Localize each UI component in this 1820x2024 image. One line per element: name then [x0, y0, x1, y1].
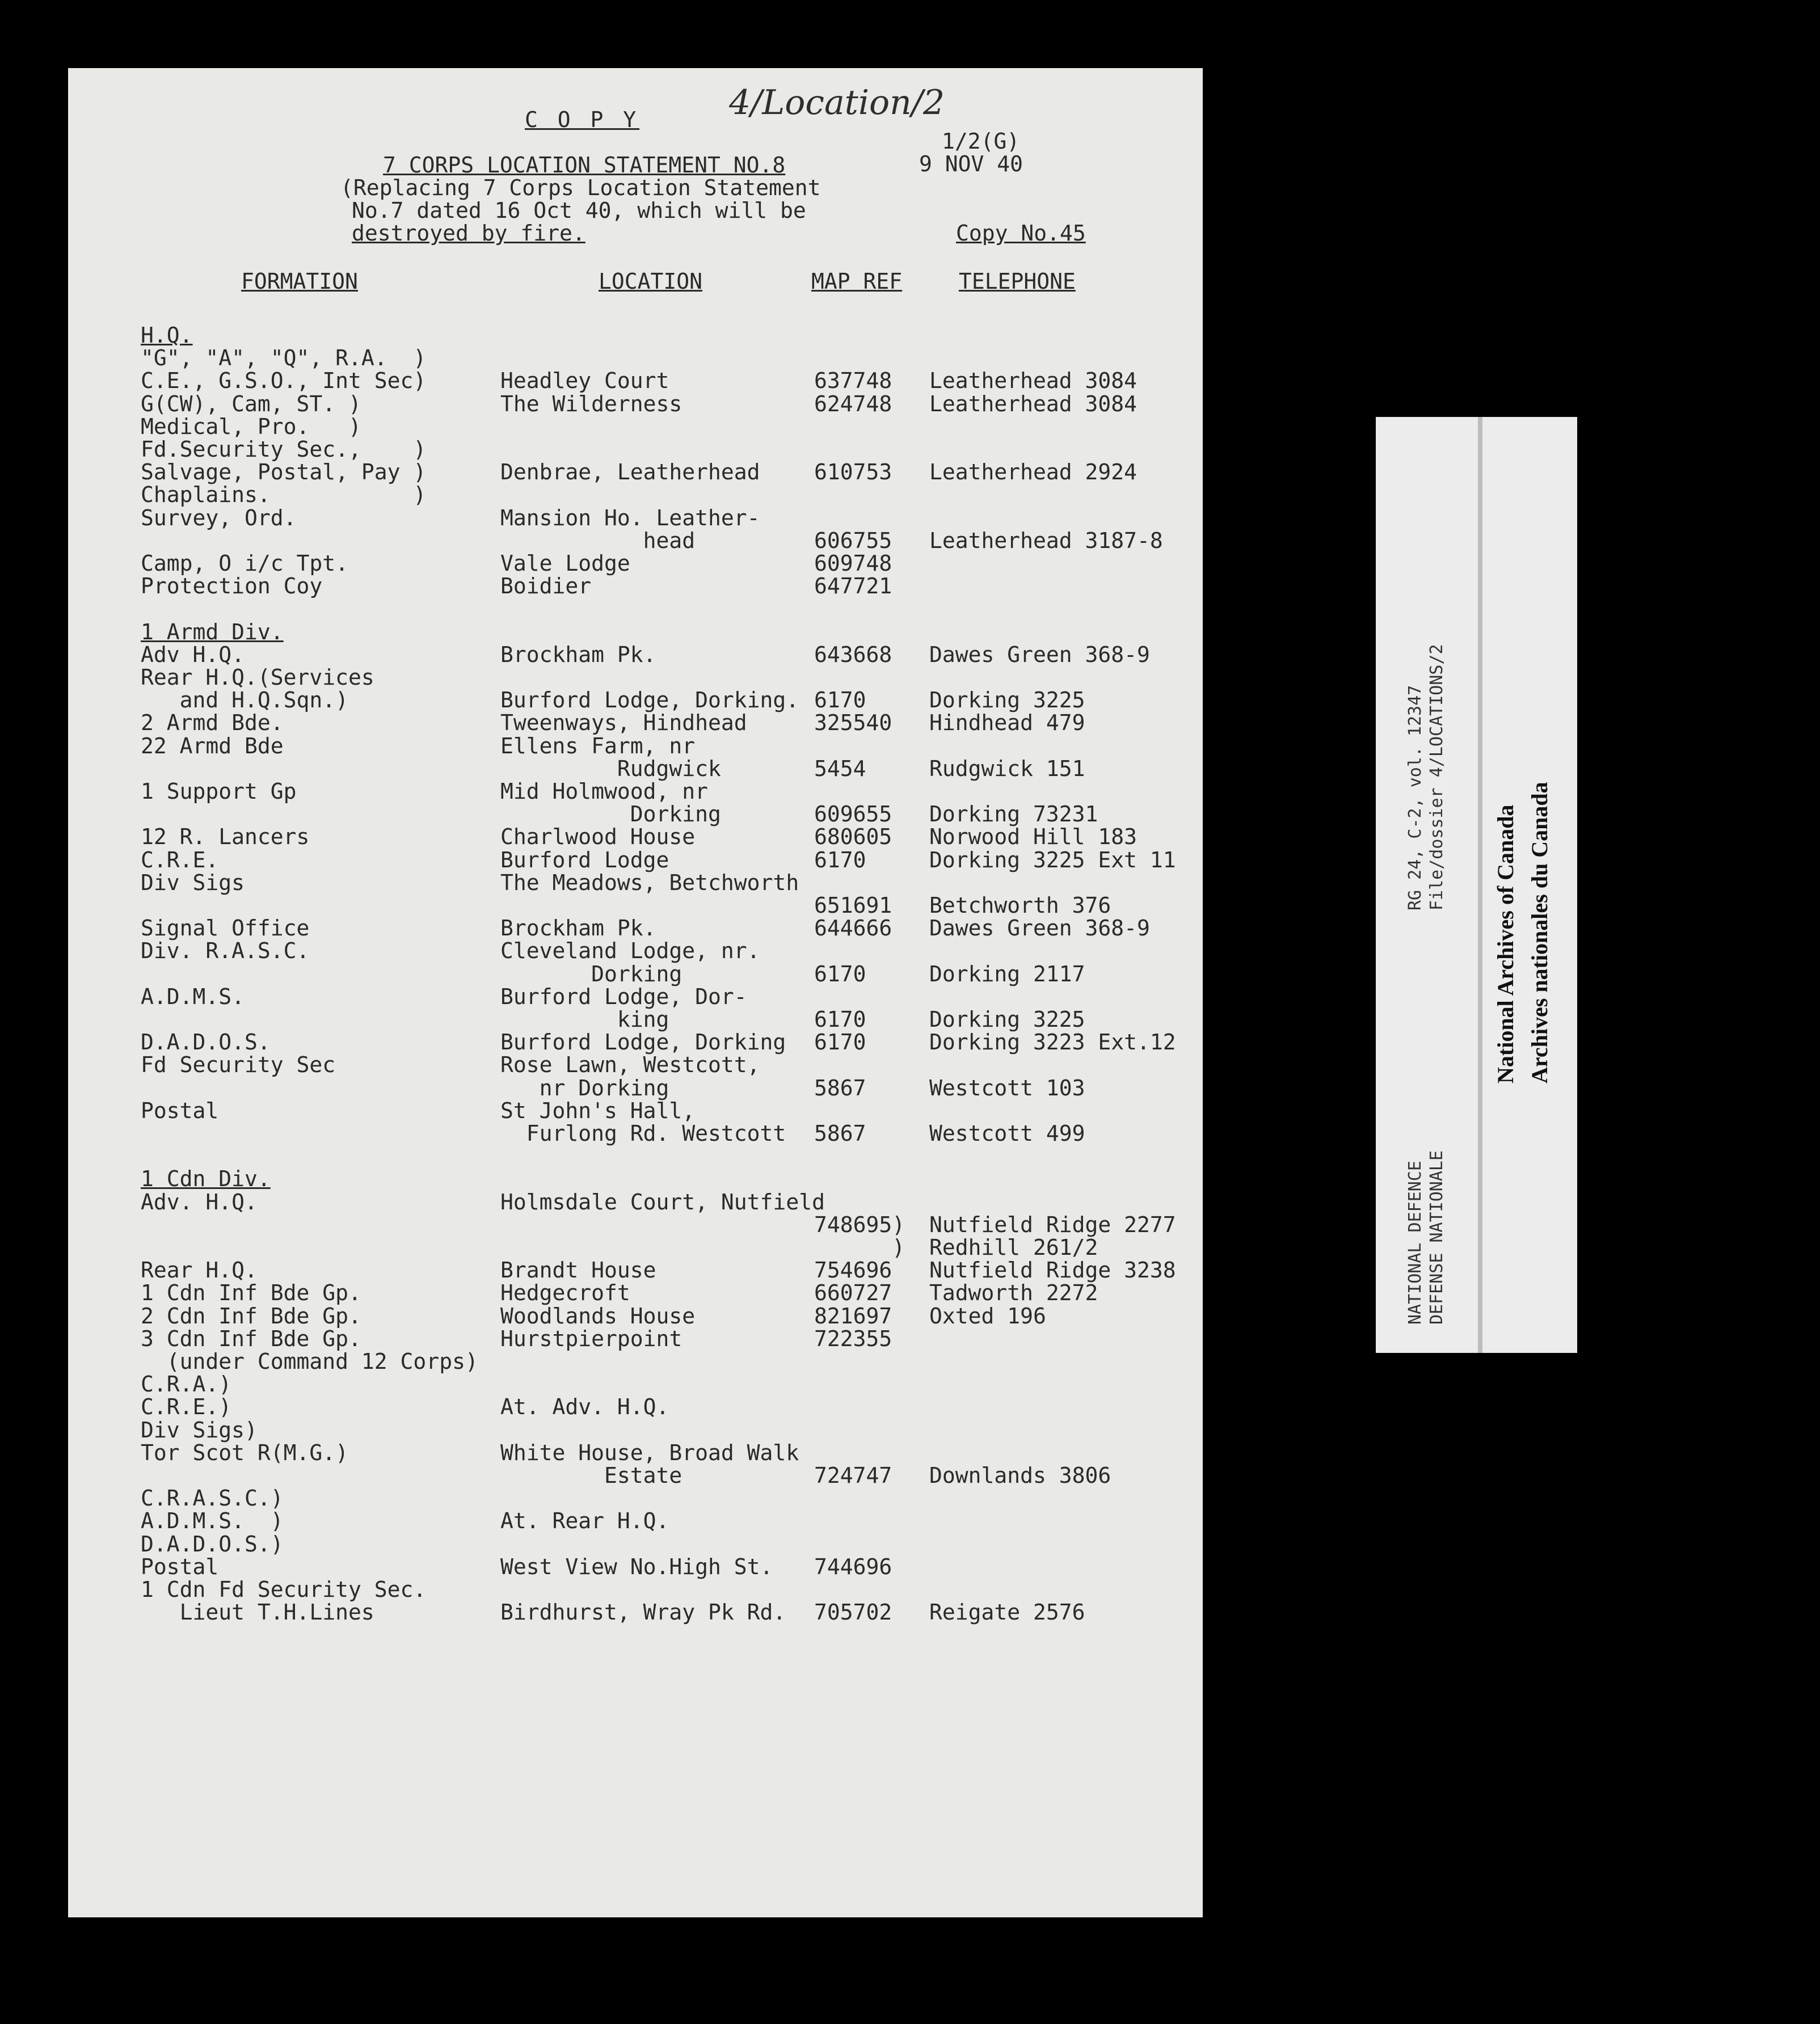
formation-cell: C.R.A.): [141, 1372, 232, 1397]
telephone-cell: Dorking 2117: [929, 962, 1085, 986]
location-cell: White House, Broad Walk: [500, 1440, 799, 1465]
location-cell: Rose Lawn, Westcott,: [500, 1052, 760, 1077]
map-ref-cell: 6170: [814, 962, 866, 986]
map-ref-cell: 610753: [814, 459, 892, 484]
telephone-cell: Nutfield Ridge 3238: [929, 1258, 1176, 1283]
location-cell: Vale Lodge: [500, 551, 630, 576]
formation-cell: Protection Coy: [141, 574, 323, 598]
map-ref-cell: 643668: [814, 642, 892, 667]
telephone-cell: Leatherhead 3187-8: [929, 528, 1163, 553]
location-cell: Brandt House: [500, 1258, 656, 1283]
archive-name-en: National Archives of Canada: [1493, 804, 1518, 1083]
telephone-cell: Westcott 103: [929, 1076, 1085, 1100]
location-cell: Estate: [500, 1463, 682, 1488]
formation-cell: Div Sigs: [141, 870, 245, 895]
location-cell: Burford Lodge, Dorking.: [500, 688, 799, 712]
formation-cell: C.R.A.S.C.): [141, 1486, 284, 1511]
location-cell: Mid Holmwood, nr: [500, 779, 709, 804]
location-cell: Ellens Farm, nr: [500, 733, 696, 758]
column-header-location: LOCATION: [599, 269, 703, 294]
map-ref-cell: 6170: [814, 688, 866, 712]
formation-cell: A.D.M.S.: [141, 984, 245, 1009]
telephone-cell: Reigate 2576: [929, 1600, 1085, 1625]
telephone-cell: Dorking 3223 Ext.12: [929, 1030, 1176, 1055]
formation-cell: Adv H.Q.: [141, 642, 245, 667]
telephone-cell: Rudgwick 151: [929, 756, 1085, 781]
map-ref-cell: 6170: [814, 1007, 866, 1032]
location-cell: Dorking: [500, 962, 682, 986]
location-cell: Burford Lodge, Dor-: [500, 984, 747, 1009]
formation-cell: C.R.E.: [141, 847, 219, 872]
copy-heading: C O P Y: [525, 107, 640, 132]
map-ref-cell: 5867: [814, 1076, 866, 1100]
formation-cell: Survey, Ord.: [141, 505, 297, 530]
map-ref-cell: 624748: [814, 391, 892, 416]
location-cell: Burford Lodge, Dorking: [500, 1030, 786, 1055]
formation-cell: Postal: [141, 1098, 219, 1123]
telephone-cell: Hindhead 479: [929, 710, 1085, 735]
formation-cell: 1 Armd Div.: [141, 619, 284, 644]
formation-cell: Salvage, Postal, Pay ): [141, 459, 427, 484]
map-ref-cell: 644666: [814, 916, 892, 941]
formation-cell: 1 Support Gp: [141, 779, 297, 804]
formation-cell: Chaplains. ): [141, 482, 427, 507]
formation-cell: Fd.Security Sec., ): [141, 437, 427, 462]
formation-cell: 1 Cdn Inf Bde Gp.: [141, 1280, 361, 1305]
telephone-cell: Redhill 261/2: [929, 1235, 1098, 1260]
file-reference: 1/2(G): [942, 129, 1020, 154]
formation-cell: C.R.E.): [141, 1394, 232, 1419]
location-cell: Burford Lodge: [500, 847, 669, 872]
telephone-cell: Dorking 3225: [929, 1007, 1085, 1032]
formation-cell: 1 Cdn Div.: [141, 1166, 271, 1191]
copy-number: Copy No.45: [956, 221, 1086, 246]
map-ref-cell: 6170: [814, 1030, 866, 1055]
location-cell: At. Adv. H.Q.: [500, 1394, 669, 1419]
subtitle-line-2: No.7 dated 16 Oct 40, which will be: [352, 198, 806, 223]
location-cell: Hurstpierpoint: [500, 1326, 682, 1351]
map-ref-cell: ): [814, 1235, 905, 1260]
formation-cell: Rear H.Q.(Services: [141, 665, 374, 690]
column-header-map-ref: MAP REF: [811, 269, 903, 294]
formation-cell: Adv. H.Q.: [141, 1190, 258, 1215]
telephone-cell: Leatherhead 2924: [929, 459, 1138, 484]
location-cell: Hedgecroft: [500, 1280, 630, 1305]
strip-divider: [1478, 417, 1482, 1353]
location-cell: Cleveland Lodge, nr.: [500, 938, 760, 963]
map-ref-cell: 660727: [814, 1280, 892, 1305]
location-cell: Boidier: [500, 574, 592, 598]
formation-cell: A.D.M.S. ): [141, 1508, 284, 1533]
formation-cell: Camp, O i/c Tpt.: [141, 551, 349, 576]
location-cell: St John's Hall,: [500, 1098, 696, 1123]
map-ref-cell: 609748: [814, 551, 892, 576]
formation-cell: D.A.D.O.S.): [141, 1532, 284, 1557]
archive-label-strip: [1376, 417, 1577, 1353]
map-ref-cell: 724747: [814, 1463, 892, 1488]
map-ref-cell: 754696: [814, 1258, 892, 1283]
location-cell: nr Dorking: [500, 1076, 669, 1100]
telephone-cell: Leatherhead 3084: [929, 368, 1138, 393]
formation-cell: Div Sigs): [141, 1418, 258, 1443]
telephone-cell: Westcott 499: [929, 1121, 1085, 1146]
map-ref-cell: 705702: [814, 1600, 892, 1625]
telephone-cell: Dorking 3225: [929, 688, 1085, 712]
formation-cell: "G", "A", "Q", R.A. ): [141, 345, 427, 370]
telephone-cell: Dorking 3225 Ext 11: [929, 847, 1176, 872]
column-header-telephone: TELEPHONE: [959, 269, 1076, 294]
subtitle-line-3: destroyed by fire.: [352, 221, 585, 246]
location-cell: Holmsdale Court, Nutfield: [500, 1190, 825, 1215]
map-ref-cell: 722355: [814, 1326, 892, 1351]
location-cell: Dorking: [500, 802, 721, 827]
formation-cell: Fd Security Sec: [141, 1052, 336, 1077]
map-ref-cell: 5454: [814, 756, 866, 781]
location-cell: At. Rear H.Q.: [500, 1508, 669, 1533]
formation-cell: Div. R.A.S.C.: [141, 938, 310, 963]
location-cell: king: [500, 1007, 669, 1032]
location-cell: Tweenways, Hindhead: [500, 710, 747, 735]
record-group-reference: RG 24, C-2, vol. 12347: [1405, 685, 1425, 910]
formation-cell: Postal: [141, 1554, 219, 1579]
map-ref-cell: 651691: [814, 893, 892, 918]
telephone-cell: Dawes Green 368-9: [929, 642, 1150, 667]
location-cell: The Meadows, Betchworth: [500, 870, 799, 895]
formation-cell: 2 Cdn Inf Bde Gp.: [141, 1304, 361, 1329]
formation-cell: Rear H.Q.: [141, 1258, 258, 1283]
column-header-formation: FORMATION: [241, 269, 358, 294]
location-cell: Furlong Rd. Westcott: [500, 1121, 786, 1146]
formation-cell: Medical, Pro. ): [141, 414, 361, 439]
department-name-fr: DEFENSE NATIONALE: [1427, 1150, 1447, 1325]
telephone-cell: Tadworth 2272: [929, 1280, 1098, 1305]
formation-cell: Signal Office: [141, 916, 310, 941]
location-cell: Brockham Pk.: [500, 642, 656, 667]
telephone-cell: Betchworth 376: [929, 893, 1111, 918]
telephone-cell: Leatherhead 3084: [929, 391, 1138, 416]
map-ref-cell: 821697: [814, 1304, 892, 1329]
formation-cell: C.E., G.S.O., Int Sec): [141, 368, 427, 393]
location-cell: Birdhurst, Wray Pk Rd.: [500, 1600, 786, 1625]
document-page: [68, 68, 1203, 1917]
formation-cell: 22 Armd Bde: [141, 733, 284, 758]
location-cell: The Wilderness: [500, 391, 682, 416]
map-ref-cell: 744696: [814, 1554, 892, 1579]
formation-cell: 2 Armd Bde.: [141, 710, 284, 735]
location-cell: West View No.High St.: [500, 1554, 773, 1579]
document-title: 7 CORPS LOCATION STATEMENT NO.8: [383, 153, 786, 178]
map-ref-cell: 609655: [814, 802, 892, 827]
department-name-en: NATIONAL DEFENCE: [1405, 1161, 1425, 1325]
map-ref-cell: 680605: [814, 824, 892, 849]
map-ref-cell: 748695): [814, 1212, 905, 1237]
location-cell: Woodlands House: [500, 1304, 696, 1329]
subtitle-line-1: (Replacing 7 Corps Location Statement: [340, 175, 821, 200]
formation-cell: 1 Cdn Fd Security Sec.: [141, 1577, 427, 1602]
telephone-cell: Dawes Green 368-9: [929, 916, 1150, 941]
formation-cell: and H.Q.Sqn.): [141, 688, 349, 712]
formation-cell: 3 Cdn Inf Bde Gp.: [141, 1326, 361, 1351]
formation-cell: G(CW), Cam, ST. ): [141, 391, 361, 416]
formation-cell: 12 R. Lancers: [141, 824, 310, 849]
map-ref-cell: 325540: [814, 710, 892, 735]
formation-cell: H.Q.: [141, 323, 193, 348]
location-cell: Brockham Pk.: [500, 916, 656, 941]
location-cell: Denbrae, Leatherhead: [500, 459, 760, 484]
formation-cell: Lieut T.H.Lines: [141, 1600, 374, 1625]
archive-name-fr: Archives nationales du Canada: [1527, 782, 1552, 1083]
location-cell: Rudgwick: [500, 756, 721, 781]
location-cell: Mansion Ho. Leather-: [500, 505, 760, 530]
formation-cell: Tor Scot R(M.G.): [141, 1440, 349, 1465]
location-cell: head: [500, 528, 696, 553]
formation-cell: (under Command 12 Corps): [141, 1349, 478, 1374]
map-ref-cell: 637748: [814, 368, 892, 393]
map-ref-cell: 5867: [814, 1121, 866, 1146]
handwritten-reference: 4/Location/2: [729, 83, 945, 123]
document-date: 9 NOV 40: [919, 151, 1023, 176]
location-cell: Headley Court: [500, 368, 669, 393]
telephone-cell: Dorking 73231: [929, 802, 1098, 827]
telephone-cell: Nutfield Ridge 2277: [929, 1212, 1176, 1237]
telephone-cell: Oxted 196: [929, 1304, 1046, 1329]
map-ref-cell: 606755: [814, 528, 892, 553]
map-ref-cell: 647721: [814, 574, 892, 598]
formation-cell: D.A.D.O.S.: [141, 1030, 271, 1055]
map-ref-cell: 6170: [814, 847, 866, 872]
file-dossier-reference: File/dossier 4/LOCATIONS/2: [1427, 644, 1447, 910]
telephone-cell: Downlands 3806: [929, 1463, 1111, 1488]
telephone-cell: Norwood Hill 183: [929, 824, 1138, 849]
location-cell: Charlwood House: [500, 824, 696, 849]
